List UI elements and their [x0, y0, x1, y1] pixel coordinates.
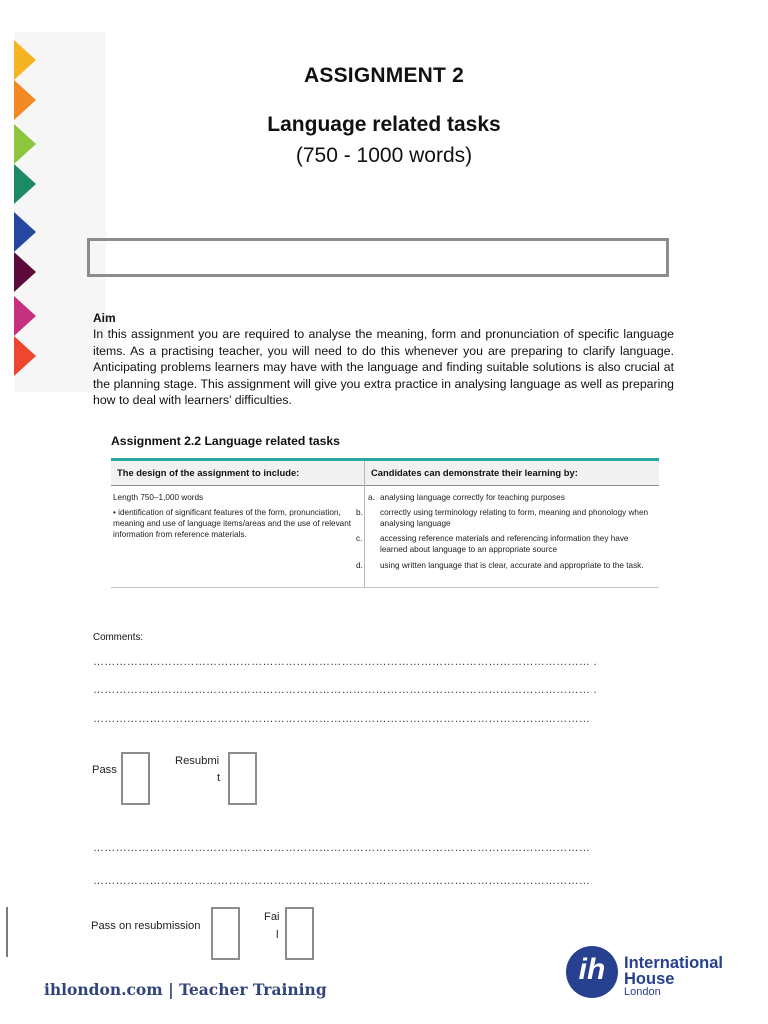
ih-logo-mark: ih: [578, 953, 606, 986]
comment-line-2[interactable]: …………………………………………………………………………………………………………………… .: [93, 684, 597, 696]
pass-label: Pass: [92, 764, 117, 776]
decorative-triangle: [14, 212, 36, 252]
aim-heading: Aim: [93, 311, 116, 325]
resubmit-label: Resubmi: [175, 755, 220, 767]
criterion-d: [356, 560, 656, 571]
aim-paragraph: In this assignment you are required to analyse the meaning, form and pronunciation of specific language items. As a practising teacher, you will need to do this whenever you are preparing to clarify language. Anticipating problems learners may have with the language and finding suitable solutions is also crucial at the planning stage. This assignment will give you extra practice in analysing language as well as preparing how to deal with learners’ difficulties.: [93, 327, 674, 408]
criteria-table: [111, 458, 659, 588]
pass-on-resubmission-label: Pass on resubmission: [91, 920, 201, 932]
logo-line-1: International: [624, 954, 724, 972]
criterion-text: using written language that is clear, accurate and appropriate to the task.: [380, 561, 644, 570]
length-requirement: Length 750–1,000 words: [113, 493, 204, 502]
logo-line-2: House: [624, 970, 675, 988]
word-count: (750 - 1000 words): [295, 144, 473, 167]
comment-line-5[interactable]: ……………………………………………………………………………………………………………………: [93, 875, 591, 887]
fail-label-wrap: l: [276, 929, 279, 941]
criterion-b: [356, 507, 656, 529]
design-bullet: • identification of significant features of the form, pronunciation, meaning and use of language items/areas and the use of relevant information from reference materials.: [113, 508, 352, 539]
pass-checkbox[interactable]: [121, 752, 150, 805]
criterion-letter: a.: [368, 493, 375, 502]
logo-line-3: London: [624, 986, 661, 998]
table-title: Assignment 2.2 Language related tasks: [111, 434, 340, 448]
decorative-triangle: [14, 336, 36, 376]
fail-label: Fai: [264, 911, 280, 923]
column-header-design: The design of the assignment to include:: [117, 467, 300, 478]
resubmit-label-wrap: t: [217, 772, 221, 784]
criterion-text: accessing reference materials and referencing information they have learned about language to an appropriate source: [380, 534, 629, 554]
criterion-a: [368, 492, 656, 503]
table-header-row: [111, 461, 659, 486]
decorative-triangle: [14, 164, 36, 204]
page-subtitle: Language related tasks: [267, 113, 501, 136]
criterion-text: correctly using terminology relating to form, meaning and phonology when analysing language: [380, 508, 649, 528]
pass-on-resubmission-checkbox[interactable]: [211, 907, 240, 960]
criterion-letter: d.: [356, 561, 363, 570]
page-title: ASSIGNMENT 2: [304, 64, 464, 87]
fail-checkbox[interactable]: [285, 907, 314, 960]
column-header-candidates: Candidates can demonstrate their learning by:: [371, 467, 578, 478]
column-divider: [364, 461, 365, 587]
criterion-letter: b.: [356, 508, 363, 517]
resubmit-checkbox[interactable]: [228, 752, 257, 805]
margin-bar: [6, 907, 8, 957]
comment-line-3[interactable]: ……………………………………………………………………………………………………………………: [93, 713, 591, 725]
comment-line-1[interactable]: …………………………………………………………………………………………………………………… .: [93, 656, 597, 668]
comments-label: Comments:: [93, 632, 144, 643]
criterion-c: [356, 533, 656, 555]
criterion-letter: c.: [356, 534, 363, 543]
criterion-text: analysing language correctly for teaching purposes: [380, 493, 565, 502]
decorative-triangle: [14, 296, 36, 336]
footer-site: ihlondon.com | Teacher Training: [44, 980, 327, 999]
decorative-triangle: [14, 252, 36, 292]
comment-line-4[interactable]: ……………………………………………………………………………………………………………………: [93, 842, 591, 854]
name-entry-box[interactable]: [87, 238, 669, 277]
